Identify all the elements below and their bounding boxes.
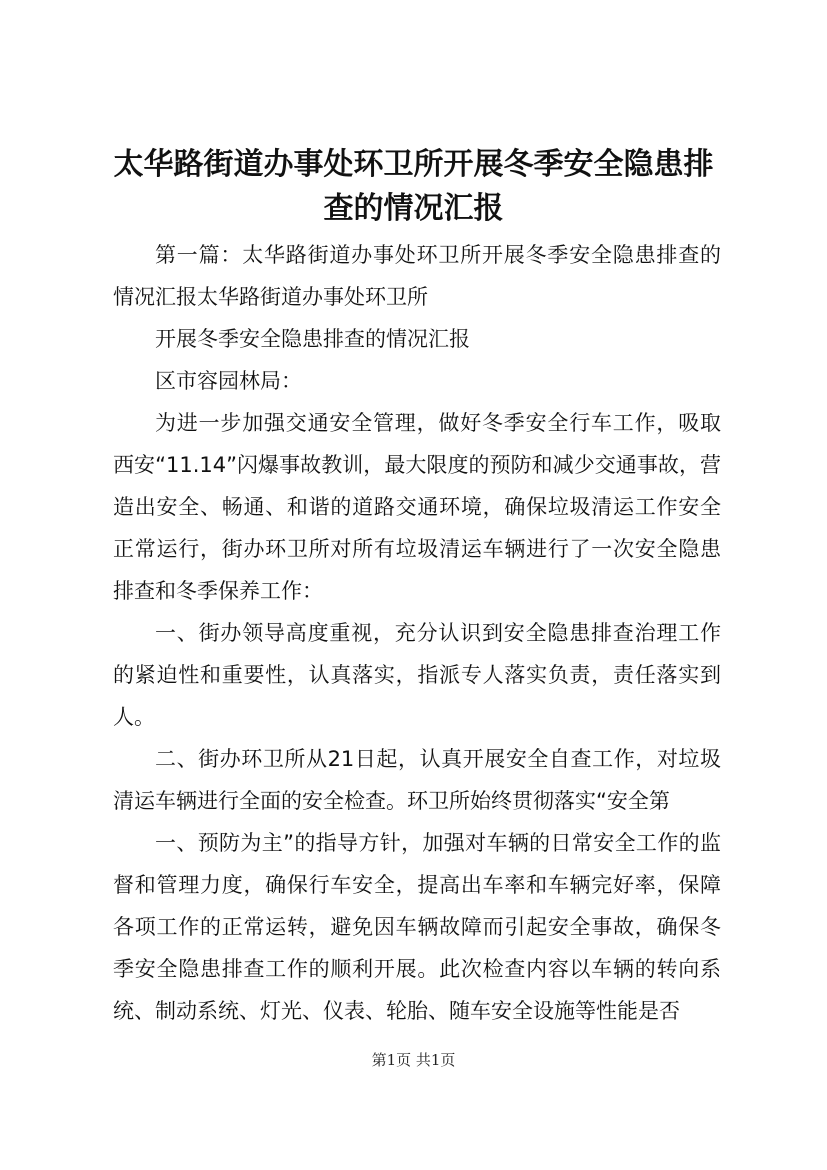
paragraph-continuation: 一、预防为主”的指导方针，加强对车辆的日常安全工作的监督和管理力度，确保行车安全，提高出车率和车辆完好率，保障各项工作的正常运转，避免因车辆故障而引起安全事故，确保冬季安全隐患排查工作的顺利开展。此次检查内容以车辆的转向系统、制动系统、灯光、仪表、轮胎、随车安全设施等性能是否 bbox=[113, 831, 721, 1023]
paragraph-item-one: 一、街办领导高度重视，充分认识到安全隐患排查治理工作的紧迫性和重要性，认真落实，指派专人落实负责，责任落实到人。 bbox=[113, 621, 721, 729]
document-body bbox=[113, 234, 721, 1032]
paragraph-addressee: 区市容园林局： bbox=[155, 369, 302, 393]
paragraph-item-two: 二、街办环卫所从21日起，认真开展安全自查工作，对垃圾清运车辆进行全面的安全检查。环卫所始终贯彻落实“安全第 bbox=[113, 747, 721, 813]
paragraph-first-heading: 第一篇：太华路街道办事处环卫所开展冬季安全隐患排查的情况汇报太华路街道办事处环卫所 bbox=[113, 243, 721, 309]
paragraph-intro: 为进一步加强交通安全管理，做好冬季安全行车工作，吸取西安“11.14”闪爆事故教训，最大限度的预防和减少交通事故，营造出安全、畅通、和谐的道路交通环境，确保垃圾清运工作安全正常运行，街办环卫所对所有垃圾清运车辆进行了一次安全隐患排查和冬季保养工作： bbox=[113, 411, 721, 603]
paragraph-subtitle: 开展冬季安全隐患排查的情况汇报 bbox=[155, 327, 470, 351]
document-title: 太华路街道办事处环卫所开展冬季安全隐患排查的情况汇报 bbox=[113, 147, 714, 226]
page-footer: 第1页 共1页 bbox=[371, 1051, 456, 1069]
